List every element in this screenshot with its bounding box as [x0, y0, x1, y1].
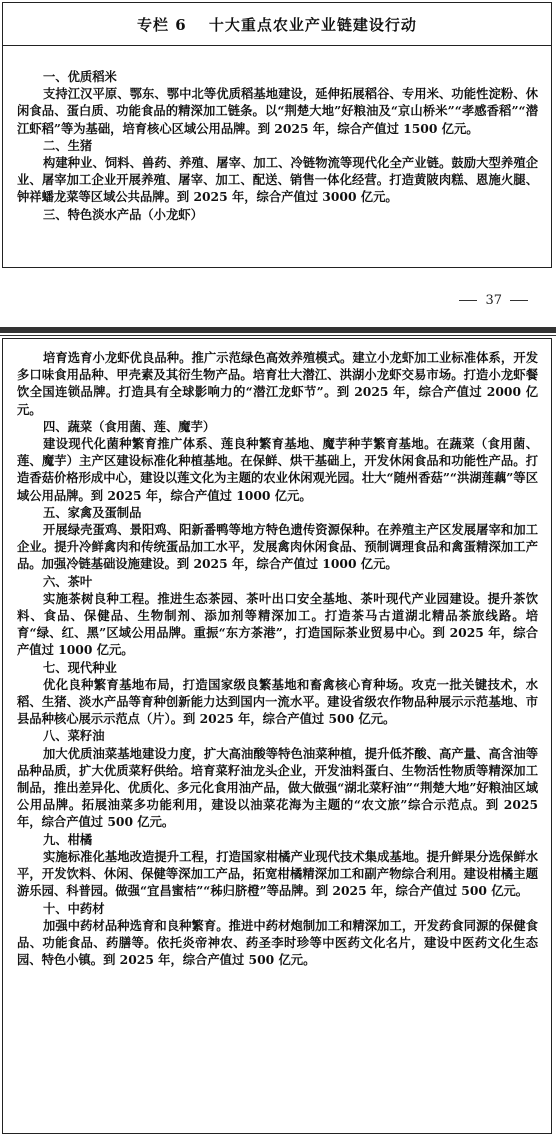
- section-heading: 三、特色淡水产品（小龙虾）: [43, 206, 203, 222]
- page-break-rule-thin: [0, 335, 556, 336]
- section-paragraph: 实施标准化基地改造提升工程，打造国家柑橘产业现代技术集成基地。提升鲜果分选保鲜水平，开发饮料、休闲、保健等深加工产品，拓宽柑橘精深加工和副产物综合利用。建设柑橘主题游乐园、科普园。做强“宜昌蜜桔”“秭归脐橙”等品牌。到 2025 年，综合产值过 500 亿元。: [17, 848, 538, 899]
- bottom-content: [3, 339, 551, 968]
- page-number-dash-left: [459, 300, 477, 301]
- section-heading: 九、柑橘: [43, 831, 93, 847]
- column-box-top: [2, 2, 552, 268]
- section-paragraph: 加强中药材品种选育和良种繁育。推进中药材炮制加工和精深加工，开发药食同源的保健食品、功能食品、药膳等。依托炎帝神农、药圣李时珍等中医药文化名片，建设中医药文化生态园、特色小镇。到 2025 年，综合产值过 500 亿元。: [17, 917, 538, 968]
- section-paragraph: 开展绿壳蛋鸡、景阳鸡、阳新番鸭等地方特色遗传资源保种。在养殖主产区发展屠宰和加工企业。提升冷鲜禽肉和传统蛋品加工水平，发展禽肉休闲食品、预制调理食品和禽蛋精深加工产品。加强冷链基础设施建设。到 2025 年，综合产值过 1000 亿元。: [17, 522, 538, 572]
- page-number-text: 37: [485, 293, 502, 308]
- section-paragraph: 实施茶树良种工程。推进生态茶园、茶叶出口安全基地、茶叶现代产业园建设。提升茶饮料、食品、保健品、生物制剂、添加剂等精深加工。打造茶马古道湖北精品茶旅线路。培育“绿、红、黑”区域公用品牌。重振“东方茶港”，打造国际茶业贸易中心。到 2025 年，综合产值过 1000 亿元。: [17, 590, 538, 658]
- page-number: [451, 293, 536, 308]
- section-heading: 七、现代种业: [43, 659, 117, 675]
- section-paragraph: 支持江汉平原、鄂东、鄂中北等优质稻基地建设，延伸拓展稻谷、专用米、功能性淀粉、休闲食品、蛋白质、功能食品的精深加工链条。以“荆楚大地”好粮油及“京山桥米”“孝感香稻”“潜江虾稻”等为基础，培育核心区域公用品牌。到 2025 年，综合产值过 1500 亿元。: [17, 86, 538, 136]
- top-content: [3, 46, 551, 223]
- section-paragraph: 构建种业、饲料、兽药、养殖、屠宰、加工、冷链物流等现代化全产业链。鼓励大型养殖企业、屠宰加工企业开展养殖、屠宰、加工、配送、销售一体化经营。打造黄陂肉糕、恩施火腿、钟祥蟠龙菜等区域公共品牌。到 2025 年，综合产值过 3000 亿元。: [17, 155, 538, 205]
- section-heading: 一、优质稻米: [43, 69, 117, 84]
- section-heading: 十、中药材: [43, 900, 105, 916]
- section-heading: 四、蔬菜（食用菌、莲、魔芋）: [43, 418, 216, 434]
- page-number-dash-right: [510, 300, 528, 301]
- section-heading: 八、菜籽油: [43, 728, 105, 744]
- page-break-rule-thick: [0, 327, 556, 333]
- section-heading: 二、生猪: [43, 137, 93, 153]
- section-paragraph: 加大优质油菜基地建设力度，扩大高油酸等特色油菜种植，提升低芥酸、高产量、高含油等品种品质，扩大优质菜籽供给。培育菜籽油龙头企业，开发油料蛋白、生物活性物质等精深加工制品，推出差异化、优质化、多元化食用油产品，做大做强“湖北菜籽油”“荆楚大地”好粮油区域公用品牌。拓展油菜多功能利用，建设以油菜花海为主题的“农文旅”综合示范点。到 2025 年，综合产值过 500 亿元。: [17, 745, 538, 830]
- section-heading: 六、茶叶: [43, 573, 93, 589]
- column-box-bottom: [2, 338, 552, 1134]
- section-paragraph: 建设现代化菌种繁育推广体系、莲良种繁育基地、魔芋种芋繁育基地。在蔬菜（食用菌、莲、魔芋）主产区建设标准化种植基地。在保鲜、烘干基础上，开发休闲食品和功能性产品。打造香菇价格形成中心，建设以莲文化为主题的农业休闲观光园。壮大“随州香菇”“洪湖莲藕”等区域公用品牌。到 2025 年，综合产值过 1000 亿元。: [17, 436, 538, 503]
- box-title: 专栏 6 十大重点农业产业链建设行动: [3, 3, 551, 46]
- section-paragraph: 培育选育小龙虾优良品种。推广示范绿色高效养殖模式。建立小龙虾加工业标准体系，开发多口味食用品种、甲壳素及其衍生物产品。培育壮大潜江、洪湖小龙虾交易市场。打造小龙虾餐饮全国连锁品牌。打造具有全球影响力的“潜江龙虾节”。到 2025 年，综合产值过 2000 亿元。: [17, 350, 538, 417]
- section-paragraph: 优化良种繁育基地布局，打造国家级良繁基地和畜禽核心育种场。攻克一批关键技术，水稻、生猪、淡水产品等育种创新能力达到国内一流水平。建设省级农作物品种展示示范基地、市县品种核心展示示范点（片）。到 2025 年，综合产值过 500 亿元。: [17, 676, 538, 727]
- section-heading: 五、家禽及蛋制品: [43, 504, 142, 520]
